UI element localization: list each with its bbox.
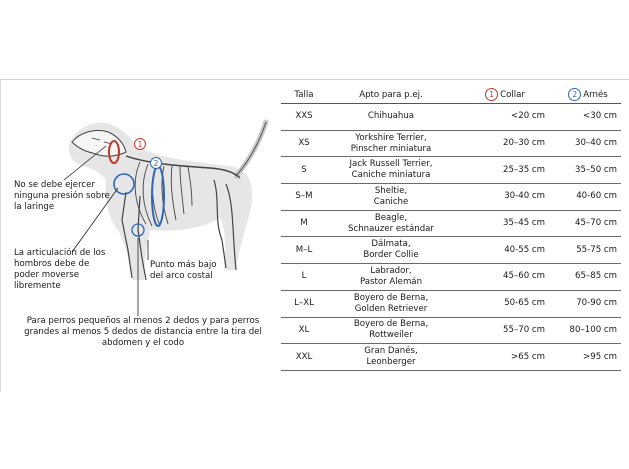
breed-line: Chihuahua	[367, 111, 415, 122]
ribs-annotation: Punto más bajo del arco costal	[150, 260, 217, 281]
table-row	[281, 130, 621, 157]
breed-line: Boyero de Berna,	[353, 292, 429, 303]
breed-line: Pastor Alemán	[359, 276, 423, 287]
cell-harness: 70-90 cm	[555, 290, 621, 317]
breed-line: Labrador,	[370, 265, 412, 276]
cell-harness: 40-60 cm	[555, 184, 621, 211]
table-row	[281, 210, 621, 237]
header-harness-label: Arnés	[583, 90, 608, 100]
cell-collar: 55–70 cm	[455, 317, 555, 344]
size-table	[281, 86, 621, 371]
cell-collar: 40-55 cm	[455, 237, 555, 264]
cell-breed	[327, 264, 455, 291]
breed-line: Leonberger	[366, 357, 416, 368]
cell-breed	[327, 317, 455, 344]
header-suitable: Apto para p.ej.	[327, 86, 455, 104]
bottom-annotation: Para perros pequeños al menos 2 dedos y para perros grandes al menos 5 dedos de distancia entre la tira del abdomen y el codo	[24, 316, 262, 348]
table-row	[281, 290, 621, 317]
header-harness	[555, 86, 621, 104]
breed-line: Caniche miniatura	[351, 170, 431, 181]
header-collar	[455, 86, 555, 104]
cell-breed	[327, 157, 455, 184]
table-row	[281, 264, 621, 291]
cell-breed	[327, 184, 455, 211]
larynx-annotation: No se debe ejercer ninguna presión sobre la laringe	[14, 180, 110, 212]
cell-harness: <30 cm	[555, 104, 621, 131]
breed-line: Sheltie,	[374, 185, 408, 196]
cell-size: M	[281, 210, 327, 237]
cell-size: M–L	[281, 237, 327, 264]
breed-line: Boyero de Berna,	[353, 319, 429, 330]
cell-breed	[327, 210, 455, 237]
breed-line: Dálmata,	[371, 239, 411, 250]
table-row	[281, 184, 621, 211]
cell-size: S	[281, 157, 327, 184]
collar-number-icon: 1	[485, 88, 498, 101]
cell-size: L	[281, 264, 327, 291]
cell-size: XS	[281, 130, 327, 157]
breed-line: Pinscher miniatura	[350, 143, 432, 154]
cell-harness: 80–100 cm	[555, 317, 621, 344]
cell-collar: 45–60 cm	[455, 264, 555, 291]
cell-size: XL	[281, 317, 327, 344]
breed-line: Golden Retriever	[354, 303, 428, 314]
table-header-row	[281, 86, 621, 104]
cell-collar: 25–35 cm	[455, 157, 555, 184]
cell-collar: 20–30 cm	[455, 130, 555, 157]
cell-collar: >65 cm	[455, 344, 555, 371]
table-row	[281, 104, 621, 131]
header-size: Talla	[281, 86, 327, 104]
cell-harness: >95 cm	[555, 344, 621, 371]
breed-line: Yorkshire Terrier,	[355, 132, 427, 143]
cell-collar: 50-65 cm	[455, 290, 555, 317]
cell-harness: 35–50 cm	[555, 157, 621, 184]
cell-breed	[327, 130, 455, 157]
cell-collar: <20 cm	[455, 104, 555, 131]
breed-line: Schnauzer estándar	[348, 223, 434, 234]
shoulder-annotation: La articulación de los hombros debe de poder moverse libremente	[14, 248, 106, 291]
breed-line: Jack Russell Terrier,	[349, 159, 433, 170]
breed-line: Gran Danés,	[364, 346, 418, 357]
table-row	[281, 237, 621, 264]
harness-marker-text: 2	[153, 159, 159, 168]
tail	[236, 122, 266, 176]
breed-line: Beagle,	[374, 212, 408, 223]
cell-collar: 35–45 cm	[455, 210, 555, 237]
breed-line: Rottweiler	[369, 330, 413, 341]
harness-number-icon: 2	[568, 88, 581, 101]
cell-breed	[327, 237, 455, 264]
cell-harness: 55-75 cm	[555, 237, 621, 264]
cell-breed	[327, 344, 455, 371]
cell-size: XXL	[281, 344, 327, 371]
cell-harness: 65–85 cm	[555, 264, 621, 291]
dog-skeleton-illustration	[0, 80, 290, 370]
table-row	[281, 344, 621, 371]
breed-line: Caniche	[373, 196, 409, 207]
table-row	[281, 317, 621, 344]
cell-harness: 30–40 cm	[555, 130, 621, 157]
cell-breed	[327, 104, 455, 131]
collar-marker-text: 1	[137, 140, 143, 149]
cell-size: L–XL	[281, 290, 327, 317]
cell-size: S–M	[281, 184, 327, 211]
table-row	[281, 157, 621, 184]
cell-size: XXS	[281, 104, 327, 131]
breed-line: Border Collie	[363, 250, 419, 261]
cell-collar: 30-40 cm	[455, 184, 555, 211]
cell-breed	[327, 290, 455, 317]
cell-harness: 45–70 cm	[555, 210, 621, 237]
header-collar-label: Collar	[500, 90, 525, 100]
